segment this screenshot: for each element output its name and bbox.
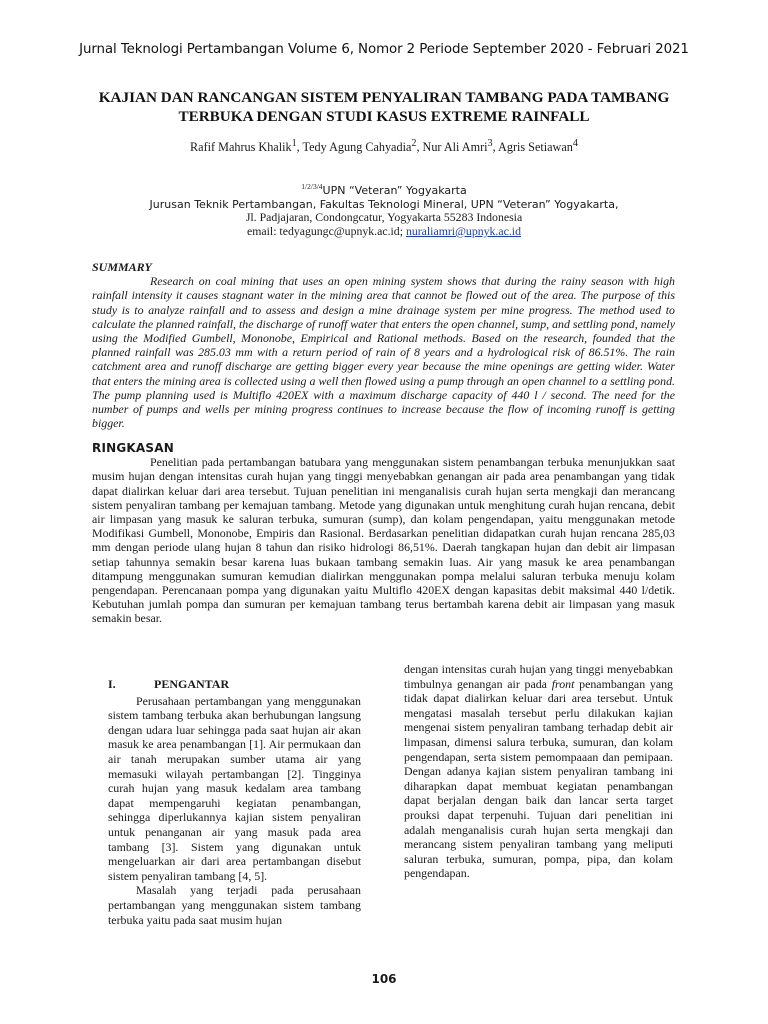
department-line: Jurusan Teknik Pertambangan, Fakultas Teknologi Mineral, UPN “Veteran” Yogyakarta, [149, 197, 619, 211]
summary-heading: SUMMARY [92, 260, 152, 274]
affiliation-superscript: 1/2/3/4 [301, 182, 323, 191]
author-name: Rafif Mahrus Khalik [190, 140, 292, 155]
paragraph-text: penambangan yang tidak dapat dialirkan keluar dari area tersebut. Untuk mengatasi masalah tersebut perlu dilakukan kajian mengenai sistem penyaliran tambang terhadap debit air limpasan, dimensi salura terbuka, sumuran, dan kolam pengendapan, serta sistem pemompaaan dan pemipaan. Dengan adanya kajian sistem penyaliran tambang ini diharapkan dapat membuat kegiatan penambangan dapat berjalan dengan baik dan lancar serta target prouksi dapat terpenuhi. Tujuan dari penelitian ini adalah menganalisis curah hujan serta mengkaji dan merancang sistem penyaliran tambang yang meliputi saluran terbuka, sumuran, pompa, pipa, dan kolam pengendapan. [404, 676, 674, 881]
author-superscript: 2 [411, 138, 417, 149]
paragraph-text: dengan intensitas curah hujan yang tinggi menyebabkan timbulnya genangan air pada [404, 662, 673, 691]
right-column [404, 662, 673, 881]
email-line [0, 225, 768, 239]
ringkasan-heading: RINGKASAN [92, 441, 174, 455]
address-line: Jl. Padjajaran, Condongcatur, Yogyakarta 55283 Indonesia [245, 210, 523, 225]
paper-title: KAJIAN DAN RANCANGAN SISTEM PENYALIRAN TAMBANG PADA TAMBANG TERBUKA DENGAN STUDI KASUS EXTREME RAINFALL [98, 89, 670, 125]
summary-body: Research on coal mining that uses an open mining system shows that during the rainy season with high rainfall intensity it causes stagnant water in the mining area that cannot be flowed out of the area. The purpose of this study is to analyze rainfall and to assess and design a mine drainage system per mine progress. The method used to calculate the planned rainfall, the discharge of runoff water that enters the open channel, sump, and settling pond, namely using the Modified Gumbell, Mononobe, Empirical and Rational methods. Based on the research, founded that the planned rainfall was 285.03 mm with a return period of rain of 8 years and a hydrological risk of 86.51%. The rain catchment area and runoff discharge are getting bigger every year because the mine openings are getting wider. Water that enters the mining area is collected using a well then flowed using a pump through an open channel to a settling pond. The pump planning used is Multiflo 420EX with a maximum discharge capacity of 440 l / second. The need for the number of pumps and wells per mining progress continues to increase because the flow of incoming runoff is getting bigger. [92, 274, 675, 431]
author-name: Agris Setiawan [498, 140, 573, 155]
ringkasan-section [92, 441, 675, 626]
ringkasan-body: Penelitian pada pertambangan batubara yang menggunakan sistem penambangan terbuka menunjukkan saat musim hujan dengan intensitas curah hujan yang tinggi menyebabkan genangan air pada area penambangan yang tidak dapat dialirkan keluar dari area tersebut. Tujuan penelitian ini menganalisis curah hujan serta mengkaji dan merancang sistem penyaliran tambang per kemajuan tambang. Metode yang digunakan untuk menghitung curah hujan rencana, debit air limpasan yang masuk ke saluran terbuka, sumuran (sump), dan kolam pengendapan, yaitu menggunakan metode Modifikasi Gumbell, Mononobe, Empiris dan Rasional. Berdasarkan penelitian didapatkan curah hujan rencana 285,03 mm dengan periode ulang hujan 8 tahun dan risiko hidrologi 86,51%. Daerah tangkapan hujan dan debit air limpasan setiap tahunnya semakin besar karena luas bukaan tambang semakin luas. Air yang masuk ke area penambangan ditampung menggunakan sumuran kemudian dialirkan menggunakan pompa melalui saluran terbuka menuju kolam pengendapan. Perencanaan pompa yang digunakan yaitu Multiflo 420EX dengan kapasitas debit maksimal 440 l/detik. Kebutuhan jumlah pompa dan sumuran per kemajuan tambang terus bertambah karena debit air limpasan yang masuk semakin besar. [92, 455, 675, 626]
section-title: PENGANTAR [154, 677, 230, 691]
author-superscript: 3 [487, 138, 493, 149]
section-heading [108, 677, 361, 692]
author-list: Rafif Mahrus Khalik$^1$, Tedy Agung Cahyadia$^2$, Nur Ali Amri$^3$, Agris Setiawan$^4$ [190, 138, 578, 155]
page-number: 106 [371, 972, 397, 986]
university-line [0, 180, 768, 198]
email-prefix: email: tedyagungc@upnyk.ac.id; [247, 223, 406, 238]
author-superscript: 4 [572, 138, 578, 149]
university-name: UPN “Veteran” Yogyakarta [322, 183, 467, 197]
affiliation-block [0, 180, 768, 238]
italic-term: front [551, 676, 575, 691]
left-column [108, 677, 361, 927]
summary-section [92, 260, 675, 430]
intro-paragraph-2: Masalah yang terjadi pada perusahaan pertambangan yang menggunakan sistem tambang terbuka yaitu pada saat musim hujan [108, 883, 361, 927]
intro-paragraph-continued [404, 662, 673, 881]
email-link[interactable]: nuraliamri@upnyk.ac.id [405, 223, 521, 238]
intro-paragraph-1: Perusahaan pertambangan yang menggunakan sistem tambang terbuka akan berhubungan langsung dengan udara luar sehingga pada saat hujan air akan masuk ke area penambangan [1]. Air permukaan dan air tanah merupakan sumber utama air yang memasuki wilayah pertambangan [2]. Tingginya curah hujan yang masuk kedalam area tambang dapat mempengaruhi kegiatan penambangan, sehingga diperlukannya kajian sistem penyaliran untuk penanganan air yang masuk pada area tambang [3]. Sistem yang digunakan untuk mengeluarkan air dari area pertambangan disebut sistem penyaliran tambang [4, 5]. [108, 693, 361, 883]
author-name: Nur Ali Amri [422, 140, 488, 155]
section-number: I. [108, 677, 116, 691]
journal-header: Jurnal Teknologi Pertambangan Volume 6, Nomor 2 Periode September 2020 - Februari 2021 [79, 42, 689, 57]
author-superscript: 1 [291, 138, 297, 149]
author-name: Tedy Agung Cahyadia [302, 140, 412, 155]
